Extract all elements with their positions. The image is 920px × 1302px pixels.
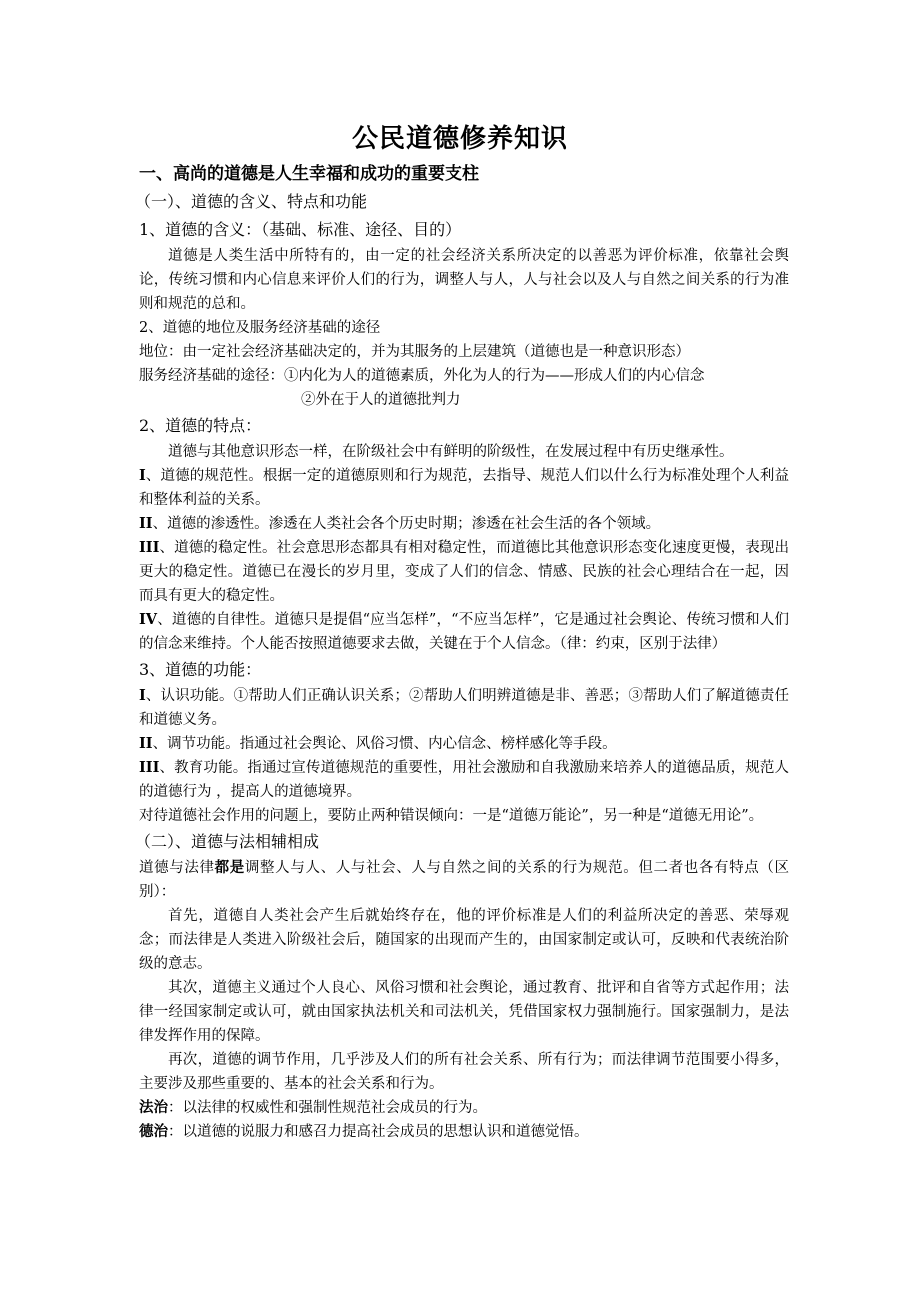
emphasis: 都是: [214, 859, 245, 876]
list-text: 、道德的稳定性。社会意思形态都具有相对稳定性，而道德比其他意识形态变化速度更慢，表现出更大的稳定性。道德已在漫长的岁月里，变成了人们的信念、情感、民族的社会心理结合在一起，因而具有更大的稳定性。: [139, 540, 789, 604]
paragraph: 道德与其他意识形态一样，在阶级社会中有鲜明的阶级性，在发展过程中有历史继承性。: [168, 444, 734, 460]
list-number: II: [139, 515, 153, 532]
paragraph: 首先，道德自人类社会产生后就始终存在，他的评价标准是人们的利益所决定的善恶、荣辱观念；而法律是人类进入阶级社会后，随国家的出现而产生的，由国家制定或认可，反映和代表统治阶级的意志。: [139, 908, 789, 972]
paragraph: 对待道德社会作用的问题上，要防止两种错误倾向：一是“道德万能论”，另一种是“道德无用论”。: [139, 808, 764, 824]
list-text: 、认识功能。①帮助人们正确认识关系；②帮助人们明辨道德是非、善恶；③帮助人们了解道德责任和道德义务。: [139, 688, 789, 728]
list-text: 、教育功能。指通过宣传道德规范的重要性，用社会激励和自我激励来培养人的道德品质，规范人的道德行为 ，提高人的道德境界。: [139, 760, 789, 800]
paragraph: [139, 856, 789, 904]
page-title: 公民道德修养知识: [351, 124, 568, 154]
list-item: [139, 608, 789, 656]
text-run: 调整人与人、人与社会、人与自然之间的关系的行为规范。但二者也各有特点（区别）：: [139, 860, 790, 900]
definition: [139, 1096, 789, 1120]
text-run: 道德与法律: [139, 860, 215, 876]
point-heading: 3、道德的功能：: [139, 660, 262, 679]
paragraph: ②外在于人的道德批判力: [301, 392, 461, 408]
subsection-heading: （一）、道德的含义、特点和功能: [135, 192, 368, 211]
definition-text: ：以道德的说服力和感召力提高社会成员的思想认识和道德觉悟。: [168, 1124, 589, 1140]
paragraph: 再次，道德的调节作用，几乎涉及人们的所有社会关系、所有行为；而法律调节范围要小得多，主要涉及那些重要的、基本的社会关系和行为。: [139, 1052, 789, 1092]
list-number: III: [139, 759, 160, 776]
list-number: I: [139, 467, 146, 484]
list-item: [139, 684, 789, 732]
list-text: 、道德的规范性。根据一定的道德原则和行为规范，去指导、规范人们以什么行为标准处理个人利益和整体利益的关系。: [139, 468, 789, 508]
list-item: [139, 756, 789, 804]
definition: [139, 1120, 789, 1144]
list-item: [139, 464, 789, 512]
list-text: 、道德的自律性。道德只是提倡“应当怎样”，“不应当怎样”，它是通过社会舆论、传统习惯和人们的信念来维持。个人能否按照道德要求去做，关键在于个人信念。（律：约束，区别于法律）: [139, 612, 789, 652]
definition-text: ：以法律的权威性和强制性规范社会成员的行为。: [168, 1100, 487, 1116]
list-item: [139, 536, 789, 608]
section-heading: 一、高尚的道德是人生幸福和成功的重要支柱: [139, 164, 479, 184]
list-number: IV: [139, 611, 158, 628]
list-item: [139, 732, 789, 756]
point-heading: 2、道德的地位及服务经济基础的途径: [139, 320, 381, 336]
subsection-heading: （二）、道德与法相辅相成: [135, 832, 320, 851]
paragraph: 地位：由一定社会经济基础决定的，并为其服务的上层建筑（道德也是一种意识形态）: [139, 344, 690, 360]
paragraph: 道德是人类生活中所特有的，由一定的社会经济关系所决定的以善恶为评价标准，依靠社会舆论，传统习惯和内心信息来评价人们的行为，调整人与人，人与社会以及人与自然之间关系的行为准则和规范的总和。: [139, 248, 789, 312]
list-number: I: [139, 687, 146, 704]
list-text: 、调节功能。指通过社会舆论、风俗习惯、内心信念、榜样感化等手段。: [152, 736, 617, 752]
definition-term: 法治: [139, 1099, 168, 1116]
paragraph: 其次，道德主义通过个人良心、风俗习惯和社会舆论，通过教育、批评和自省等方式起作用；法律一经国家制定或认可，就由国家执法机关和司法机关，凭借国家权力强制施行。国家强制力，是法律发挥作用的保障。: [139, 980, 789, 1044]
point-heading: 2、道德的特点：: [139, 416, 262, 435]
point-heading: 1、道德的含义：（基础、标准、途径、目的）: [139, 220, 462, 239]
list-item: [139, 512, 789, 536]
list-text: 、道德的渗透性。渗透在人类社会各个历史时期；渗透在社会生活的各个领域。: [152, 516, 661, 532]
list-number: II: [139, 735, 153, 752]
list-number: III: [139, 539, 160, 556]
paragraph: 服务经济基础的途径：①内化为人的道德素质，外化为人的行为——形成人们的内心信念: [139, 368, 705, 384]
definition-term: 德治: [139, 1123, 168, 1140]
document-body: [135, 160, 790, 1144]
